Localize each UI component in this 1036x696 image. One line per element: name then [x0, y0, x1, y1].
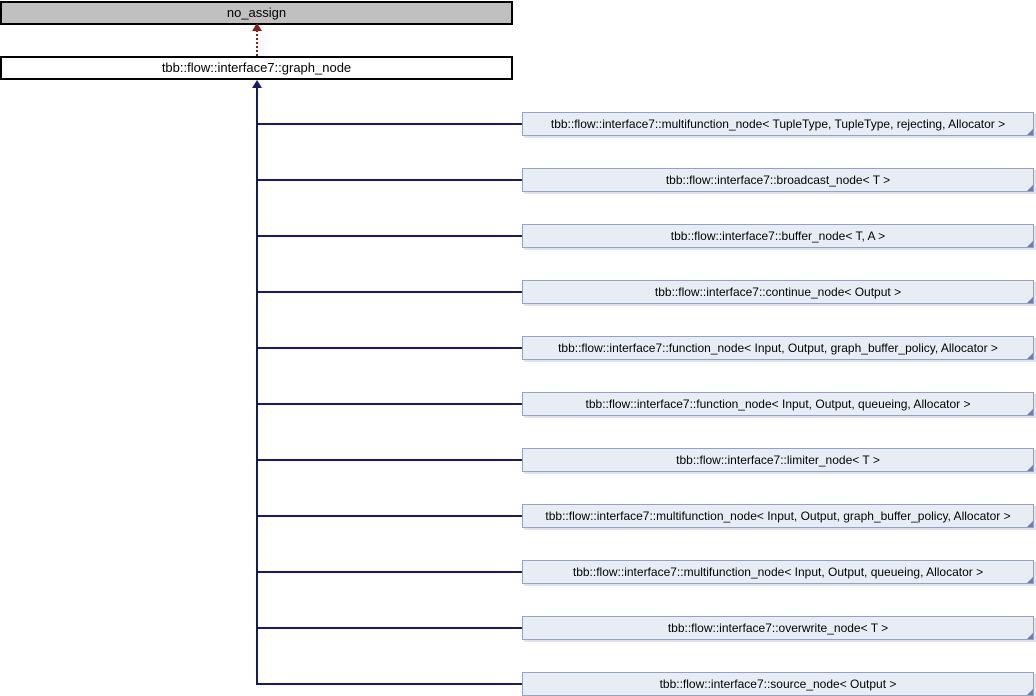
- class-box-continue-node[interactable]: tbb::flow::interface7::continue_node< Output >: [522, 280, 1034, 304]
- inheritance-branch-line: [256, 571, 522, 573]
- class-box-multifunction-node-tupletype-rejecting[interactable]: tbb::flow::interface7::multifunction_node< TupleType, TupleType, rejecting, Allocator >: [522, 112, 1034, 136]
- inheritance-branch-line: [256, 123, 522, 125]
- inheritance-trunk-line: [256, 87, 258, 685]
- class-box-no-assign: no_assign: [0, 1, 513, 25]
- class-box-buffer-node[interactable]: tbb::flow::interface7::buffer_node< T, A >: [522, 224, 1034, 248]
- inheritance-branch-line: [256, 403, 522, 405]
- class-box-multifunction-node-graph-buffer-policy[interactable]: tbb::flow::interface7::multifunction_node< Input, Output, graph_buffer_policy, Allocator >: [522, 504, 1034, 528]
- class-box-limiter-node[interactable]: tbb::flow::interface7::limiter_node< T >: [522, 448, 1034, 472]
- class-box-function-node-queueing[interactable]: tbb::flow::interface7::function_node< Input, Output, queueing, Allocator >: [522, 392, 1034, 416]
- inheritance-branch-line: [256, 347, 522, 349]
- class-box-multifunction-node-queueing[interactable]: tbb::flow::interface7::multifunction_node< Input, Output, queueing, Allocator >: [522, 560, 1034, 584]
- inheritance-branch-line: [256, 683, 522, 685]
- class-box-function-node-graph-buffer-policy[interactable]: tbb::flow::interface7::function_node< Input, Output, graph_buffer_policy, Allocator >: [522, 336, 1034, 360]
- class-box-broadcast-node[interactable]: tbb::flow::interface7::broadcast_node< T >: [522, 168, 1034, 192]
- inheritance-branch-line: [256, 627, 522, 629]
- dotted-inheritance-connector: [256, 30, 258, 56]
- class-box-overwrite-node[interactable]: tbb::flow::interface7::overwrite_node< T >: [522, 616, 1034, 640]
- inheritance-branch-line: [256, 291, 522, 293]
- class-box-source-node[interactable]: tbb::flow::interface7::source_node< Output >: [522, 672, 1034, 696]
- class-box-graph-node: tbb::flow::interface7::graph_node: [0, 56, 513, 80]
- inheritance-branch-line: [256, 235, 522, 237]
- inheritance-branch-line: [256, 179, 522, 181]
- inheritance-branch-line: [256, 515, 522, 517]
- inheritance-branch-line: [256, 459, 522, 461]
